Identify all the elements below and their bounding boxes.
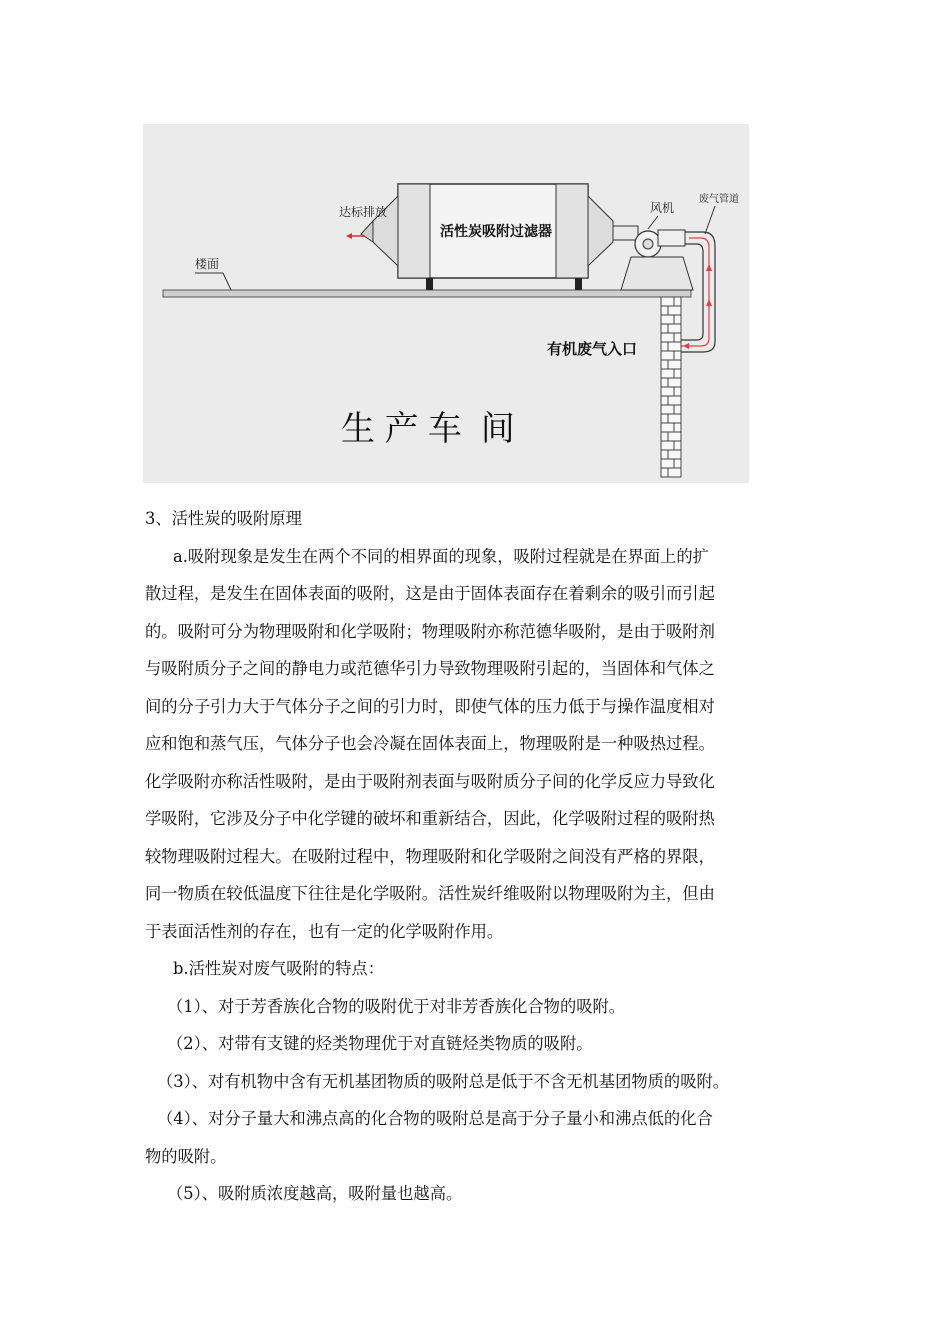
paragraph-a-line: 与吸附质分子之间的静电力或范德华引力导致物理吸附引起的，当固体和气体之 [145,659,715,678]
list-item: （5）、吸附质浓度越高，吸附量也越高。 [167,1184,463,1203]
paragraph-a-line: 间的分子引力大于气体分子之间的引力时，即使气体的压力低于与操作温度相对 [145,696,715,716]
outlet-cone-right [588,196,613,266]
list-item: （4）、对分子量大和沸点高的化合物的吸附总是高于分子量小和沸点低的化合 [157,1109,713,1128]
fan-duct [613,226,638,240]
brick-wall [661,297,681,477]
diagram-svg [143,124,749,483]
inlet-label: 有机废气入口 [547,341,638,358]
process-diagram [143,124,749,483]
list-item: （3）、对有机物中含有无机基团物质的吸附总是低于不含无机基团物质的吸附。 [157,1071,730,1091]
body-text [145,500,825,1213]
paragraph-a-line: 较物理吸附过程大。在吸附过程中，物理吸附和化学吸附之间没有严格的界限， [145,846,715,866]
paragraph-a-line: 应和饱和蒸气压，气体分子也会冷凝在固体表面上，物理吸附是一种吸热过程。 [145,734,715,753]
workshop-label: 生 产 车 间 [341,410,515,448]
paragraph-b-heading: b.活性炭对废气吸附的特点： [173,959,384,978]
paragraph-a-line: 同一物质在较低温度下往往是化学吸附。活性炭纤维吸附以物理吸附为主，但由 [145,884,715,903]
paragraph-a [145,538,825,951]
list-item: （1）、对于芳香族化合物的吸附优于对非芳香族化合物的吸附。 [167,996,626,1016]
list-item-continuation: 物的吸附。 [145,1146,227,1166]
paragraph-a-line: 学吸附，它涉及分子中化学键的破坏和重新结合，因此，化学吸附过程的吸附热 [145,809,715,828]
paragraph-a-line: 于表面活性剂的存在，也有一定的化学吸附作用。 [145,921,504,941]
paragraph-a-line: 散过程，是发生在固体表面的吸附，这是由于固体表面存在着剩余的吸引而引起 [145,584,715,603]
paragraph-a-line: 的。吸附可分为物理吸附和化学吸附；物理吸附亦称范德华吸附，是由于吸附剂 [145,621,715,641]
duct-label: 废气管道 [699,194,739,205]
filter-label: 活性炭吸附过滤器 [440,223,552,239]
fan-base [621,257,693,290]
floor-slab [163,290,691,297]
section-heading: 3、活性炭的吸附原理 [145,509,302,528]
floor-label: 楼面 [195,257,220,271]
feature-list [145,988,825,1213]
paragraph-a-line: a.吸附现象是发生在两个不同的相界面的现象，吸附过程就是在界面上的扩 [173,546,709,566]
list-item: （2）、对带有支键的烃类物理优于对直链烃类物质的吸附。 [167,1034,593,1053]
discharge-label: 达标排放 [339,205,388,219]
fan-label: 风机 [650,201,675,215]
paragraph-a-line: 化学吸附亦称活性吸附，是由于吸附剂表面与吸附质分子间的化学反应力导致化 [145,771,715,791]
